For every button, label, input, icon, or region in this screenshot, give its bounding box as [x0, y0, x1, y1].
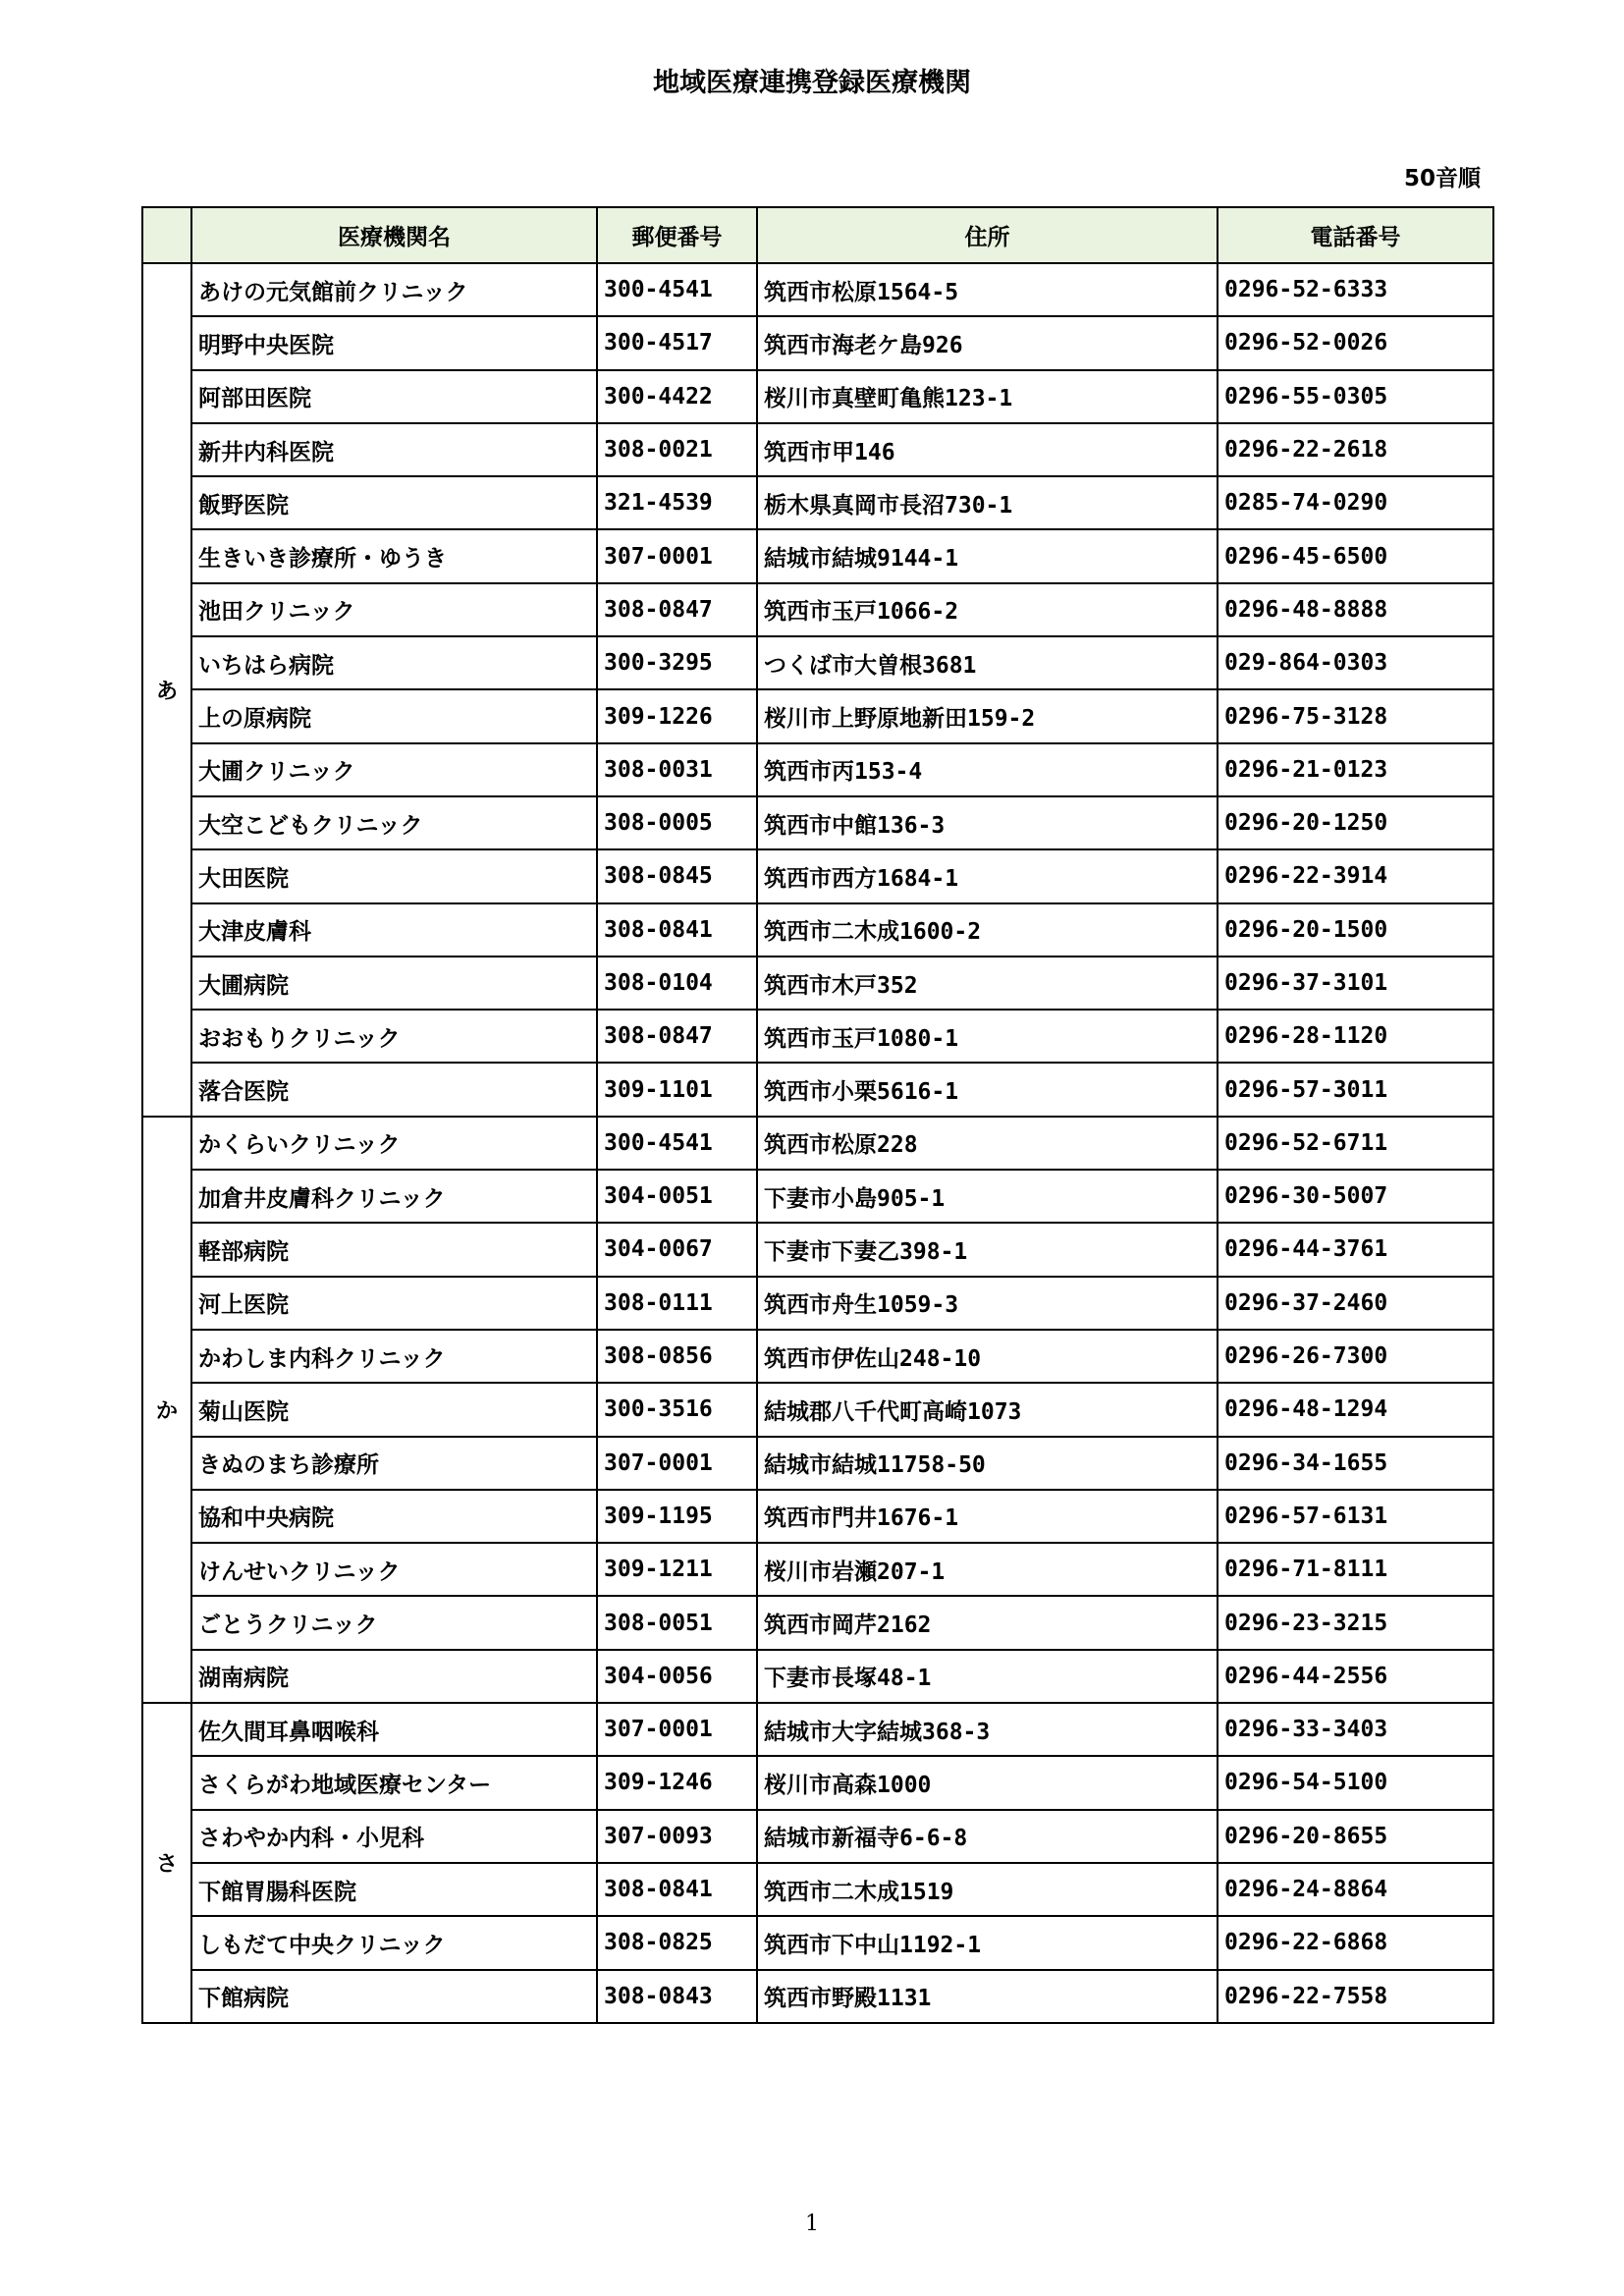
- cell-name: 大圃病院: [191, 957, 597, 1010]
- cell-address: 桜川市上野原地新田159-2: [757, 689, 1218, 742]
- cell-name: 飯野医院: [191, 476, 597, 529]
- cell-name: あけの元気館前クリニック: [191, 263, 597, 316]
- table-row: [142, 1756, 1493, 1809]
- cell-address: 結城市大字結城368-3: [757, 1703, 1218, 1756]
- table-row: [142, 1703, 1493, 1756]
- cell-address: 桜川市真壁町亀熊123-1: [757, 370, 1218, 423]
- cell-phone: 0296-22-3914: [1218, 849, 1493, 902]
- table-row: [142, 583, 1493, 636]
- table-row: [142, 1970, 1493, 2023]
- cell-phone: 0296-34-1655: [1218, 1437, 1493, 1490]
- cell-name: おおもりクリニック: [191, 1010, 597, 1063]
- cell-address: 筑西市舟生1059-3: [757, 1277, 1218, 1330]
- cell-address: 筑西市下中山1192-1: [757, 1916, 1218, 1969]
- cell-address: 筑西市松原1564-5: [757, 263, 1218, 316]
- table-header-row: [142, 207, 1493, 263]
- cell-phone: 0296-48-1294: [1218, 1383, 1493, 1436]
- table-row: [142, 1063, 1493, 1116]
- cell-zip: 308-0104: [597, 957, 757, 1010]
- table-row: [142, 1863, 1493, 1916]
- cell-name: 下館胃腸科医院: [191, 1863, 597, 1916]
- cell-name: 大空こどもクリニック: [191, 796, 597, 849]
- header-phone: 電話番号: [1218, 207, 1493, 263]
- cell-zip: 307-0001: [597, 1703, 757, 1756]
- cell-zip: 300-4422: [597, 370, 757, 423]
- table-row: [142, 529, 1493, 582]
- cell-zip: 304-0056: [597, 1650, 757, 1703]
- cell-name: 加倉井皮膚科クリニック: [191, 1170, 597, 1223]
- table-row: [142, 1490, 1493, 1543]
- table-row: [142, 1383, 1493, 1436]
- cell-phone: 0296-22-2618: [1218, 423, 1493, 476]
- cell-name: 阿部田医院: [191, 370, 597, 423]
- cell-address: 筑西市野殿1131: [757, 1970, 1218, 2023]
- cell-address: 桜川市高森1000: [757, 1756, 1218, 1809]
- cell-address: 栃木県真岡市長沼730-1: [757, 476, 1218, 529]
- header-group: [142, 207, 191, 263]
- cell-address: 下妻市小島905-1: [757, 1170, 1218, 1223]
- cell-address: 筑西市木戸352: [757, 957, 1218, 1010]
- cell-name: 池田クリニック: [191, 583, 597, 636]
- table-row: [142, 1810, 1493, 1863]
- cell-name: かわしま内科クリニック: [191, 1330, 597, 1383]
- cell-phone: 0296-75-3128: [1218, 689, 1493, 742]
- cell-address: 筑西市玉戸1066-2: [757, 583, 1218, 636]
- cell-name: 軽部病院: [191, 1223, 597, 1276]
- table-row: [142, 1277, 1493, 1330]
- cell-phone: 029-864-0303: [1218, 636, 1493, 689]
- cell-zip: 307-0001: [597, 529, 757, 582]
- cell-address: 筑西市二木成1600-2: [757, 903, 1218, 957]
- cell-address: 筑西市甲146: [757, 423, 1218, 476]
- cell-phone: 0296-22-6868: [1218, 1916, 1493, 1969]
- sort-order-note: 50音順: [1403, 166, 1481, 191]
- table-row: [142, 743, 1493, 796]
- table-row: [142, 1223, 1493, 1276]
- group-label: あ: [142, 263, 191, 1117]
- header-address: 住所: [757, 207, 1218, 263]
- table-body: [142, 263, 1493, 2023]
- cell-name: さくらがわ地域医療センター: [191, 1756, 597, 1809]
- cell-zip: 308-0856: [597, 1330, 757, 1383]
- table-row: [142, 423, 1493, 476]
- cell-zip: 308-0841: [597, 903, 757, 957]
- cell-zip: 309-1101: [597, 1063, 757, 1116]
- cell-address: 結城市結城9144-1: [757, 529, 1218, 582]
- cell-name: 明野中央医院: [191, 316, 597, 369]
- cell-name: ごとうクリニック: [191, 1596, 597, 1649]
- cell-name: 湖南病院: [191, 1650, 597, 1703]
- cell-zip: 309-1195: [597, 1490, 757, 1543]
- table-row: [142, 957, 1493, 1010]
- cell-address: 下妻市下妻乙398-1: [757, 1223, 1218, 1276]
- cell-address: 筑西市海老ケ島926: [757, 316, 1218, 369]
- cell-address: 筑西市西方1684-1: [757, 849, 1218, 902]
- table-row: [142, 263, 1493, 316]
- cell-name: 大圃クリニック: [191, 743, 597, 796]
- cell-zip: 304-0067: [597, 1223, 757, 1276]
- cell-phone: 0296-45-6500: [1218, 529, 1493, 582]
- table-row: [142, 796, 1493, 849]
- cell-phone: 0285-74-0290: [1218, 476, 1493, 529]
- cell-phone: 0296-23-3215: [1218, 1596, 1493, 1649]
- cell-zip: 308-0031: [597, 743, 757, 796]
- cell-zip: 307-0001: [597, 1437, 757, 1490]
- cell-zip: 308-0021: [597, 423, 757, 476]
- cell-address: 筑西市丙153-4: [757, 743, 1218, 796]
- cell-zip: 308-0847: [597, 583, 757, 636]
- cell-phone: 0296-44-3761: [1218, 1223, 1493, 1276]
- table-row: [142, 849, 1493, 902]
- table-row: [142, 636, 1493, 689]
- cell-address: 筑西市松原228: [757, 1117, 1218, 1170]
- cell-address: 結城市新福寺6-6-8: [757, 1810, 1218, 1863]
- header-zip: 郵便番号: [597, 207, 757, 263]
- medical-institution-table: [141, 206, 1494, 2024]
- cell-address: 下妻市長塚48-1: [757, 1650, 1218, 1703]
- cell-address: 筑西市小栗5616-1: [757, 1063, 1218, 1116]
- cell-phone: 0296-57-3011: [1218, 1063, 1493, 1116]
- cell-name: しもだて中央クリニック: [191, 1916, 597, 1969]
- table-row: [142, 476, 1493, 529]
- cell-name: 落合医院: [191, 1063, 597, 1116]
- cell-name: 新井内科医院: [191, 423, 597, 476]
- cell-phone: 0296-24-8864: [1218, 1863, 1493, 1916]
- cell-zip: 307-0093: [597, 1810, 757, 1863]
- table-row: [142, 1117, 1493, 1170]
- table-row: [142, 1543, 1493, 1596]
- table-row: [142, 689, 1493, 742]
- cell-phone: 0296-21-0123: [1218, 743, 1493, 796]
- cell-zip: 304-0051: [597, 1170, 757, 1223]
- cell-address: 筑西市岡芹2162: [757, 1596, 1218, 1649]
- table-row: [142, 1596, 1493, 1649]
- group-label: か: [142, 1117, 191, 1703]
- cell-address: 筑西市二木成1519: [757, 1863, 1218, 1916]
- cell-name: 協和中央病院: [191, 1490, 597, 1543]
- cell-phone: 0296-20-1250: [1218, 796, 1493, 849]
- cell-address: 筑西市中館136-3: [757, 796, 1218, 849]
- header-name: 医療機関名: [191, 207, 597, 263]
- cell-address: 桜川市岩瀬207-1: [757, 1543, 1218, 1596]
- cell-phone: 0296-55-0305: [1218, 370, 1493, 423]
- cell-phone: 0296-20-1500: [1218, 903, 1493, 957]
- cell-zip: 308-0843: [597, 1970, 757, 2023]
- cell-phone: 0296-48-8888: [1218, 583, 1493, 636]
- table-row: [142, 1010, 1493, 1063]
- table-row: [142, 1650, 1493, 1703]
- cell-zip: 309-1211: [597, 1543, 757, 1596]
- cell-phone: 0296-52-6711: [1218, 1117, 1493, 1170]
- table-row: [142, 1916, 1493, 1969]
- cell-name: 大津皮膚科: [191, 903, 597, 957]
- cell-name: 菊山医院: [191, 1383, 597, 1436]
- cell-phone: 0296-37-2460: [1218, 1277, 1493, 1330]
- cell-phone: 0296-22-7558: [1218, 1970, 1493, 2023]
- cell-phone: 0296-52-6333: [1218, 263, 1493, 316]
- cell-name: かくらいクリニック: [191, 1117, 597, 1170]
- cell-name: さわやか内科・小児科: [191, 1810, 597, 1863]
- cell-name: 生きいき診療所・ゆうき: [191, 529, 597, 582]
- cell-name: 下館病院: [191, 1970, 597, 2023]
- cell-address: 筑西市門井1676-1: [757, 1490, 1218, 1543]
- cell-name: 大田医院: [191, 849, 597, 902]
- cell-zip: 321-4539: [597, 476, 757, 529]
- table-row: [142, 316, 1493, 369]
- cell-phone: 0296-26-7300: [1218, 1330, 1493, 1383]
- cell-name: 河上医院: [191, 1277, 597, 1330]
- cell-phone: 0296-54-5100: [1218, 1756, 1493, 1809]
- cell-zip: 308-0841: [597, 1863, 757, 1916]
- cell-phone: 0296-71-8111: [1218, 1543, 1493, 1596]
- cell-zip: 308-0847: [597, 1010, 757, 1063]
- cell-zip: 308-0051: [597, 1596, 757, 1649]
- cell-zip: 300-3295: [597, 636, 757, 689]
- table-row: [142, 1437, 1493, 1490]
- cell-phone: 0296-20-8655: [1218, 1810, 1493, 1863]
- cell-phone: 0296-52-0026: [1218, 316, 1493, 369]
- cell-name: いちはら病院: [191, 636, 597, 689]
- cell-zip: 300-3516: [597, 1383, 757, 1436]
- cell-zip: 300-4541: [597, 1117, 757, 1170]
- cell-phone: 0296-33-3403: [1218, 1703, 1493, 1756]
- group-label: さ: [142, 1703, 191, 2023]
- cell-name: 上の原病院: [191, 689, 597, 742]
- cell-address: 筑西市玉戸1080-1: [757, 1010, 1218, 1063]
- cell-address: 筑西市伊佐山248-10: [757, 1330, 1218, 1383]
- cell-address: 結城市結城11758-50: [757, 1437, 1218, 1490]
- cell-phone: 0296-57-6131: [1218, 1490, 1493, 1543]
- cell-zip: 308-0825: [597, 1916, 757, 1969]
- cell-zip: 308-0005: [597, 796, 757, 849]
- cell-phone: 0296-30-5007: [1218, 1170, 1493, 1223]
- cell-zip: 300-4541: [597, 263, 757, 316]
- table-row: [142, 1170, 1493, 1223]
- document-title: 地域医療連携登録医療機関: [653, 68, 971, 98]
- page-number: 1: [805, 2212, 819, 2236]
- cell-name: 佐久間耳鼻咽喉科: [191, 1703, 597, 1756]
- cell-name: きぬのまち診療所: [191, 1437, 597, 1490]
- cell-phone: 0296-37-3101: [1218, 957, 1493, 1010]
- cell-zip: 308-0111: [597, 1277, 757, 1330]
- cell-phone: 0296-28-1120: [1218, 1010, 1493, 1063]
- table-row: [142, 1330, 1493, 1383]
- cell-phone: 0296-44-2556: [1218, 1650, 1493, 1703]
- cell-address: 結城郡八千代町高崎1073: [757, 1383, 1218, 1436]
- cell-zip: 309-1246: [597, 1756, 757, 1809]
- cell-zip: 300-4517: [597, 316, 757, 369]
- cell-zip: 309-1226: [597, 689, 757, 742]
- table-row: [142, 370, 1493, 423]
- cell-name: けんせいクリニック: [191, 1543, 597, 1596]
- cell-address: つくば市大曽根3681: [757, 636, 1218, 689]
- cell-zip: 308-0845: [597, 849, 757, 902]
- table-row: [142, 903, 1493, 957]
